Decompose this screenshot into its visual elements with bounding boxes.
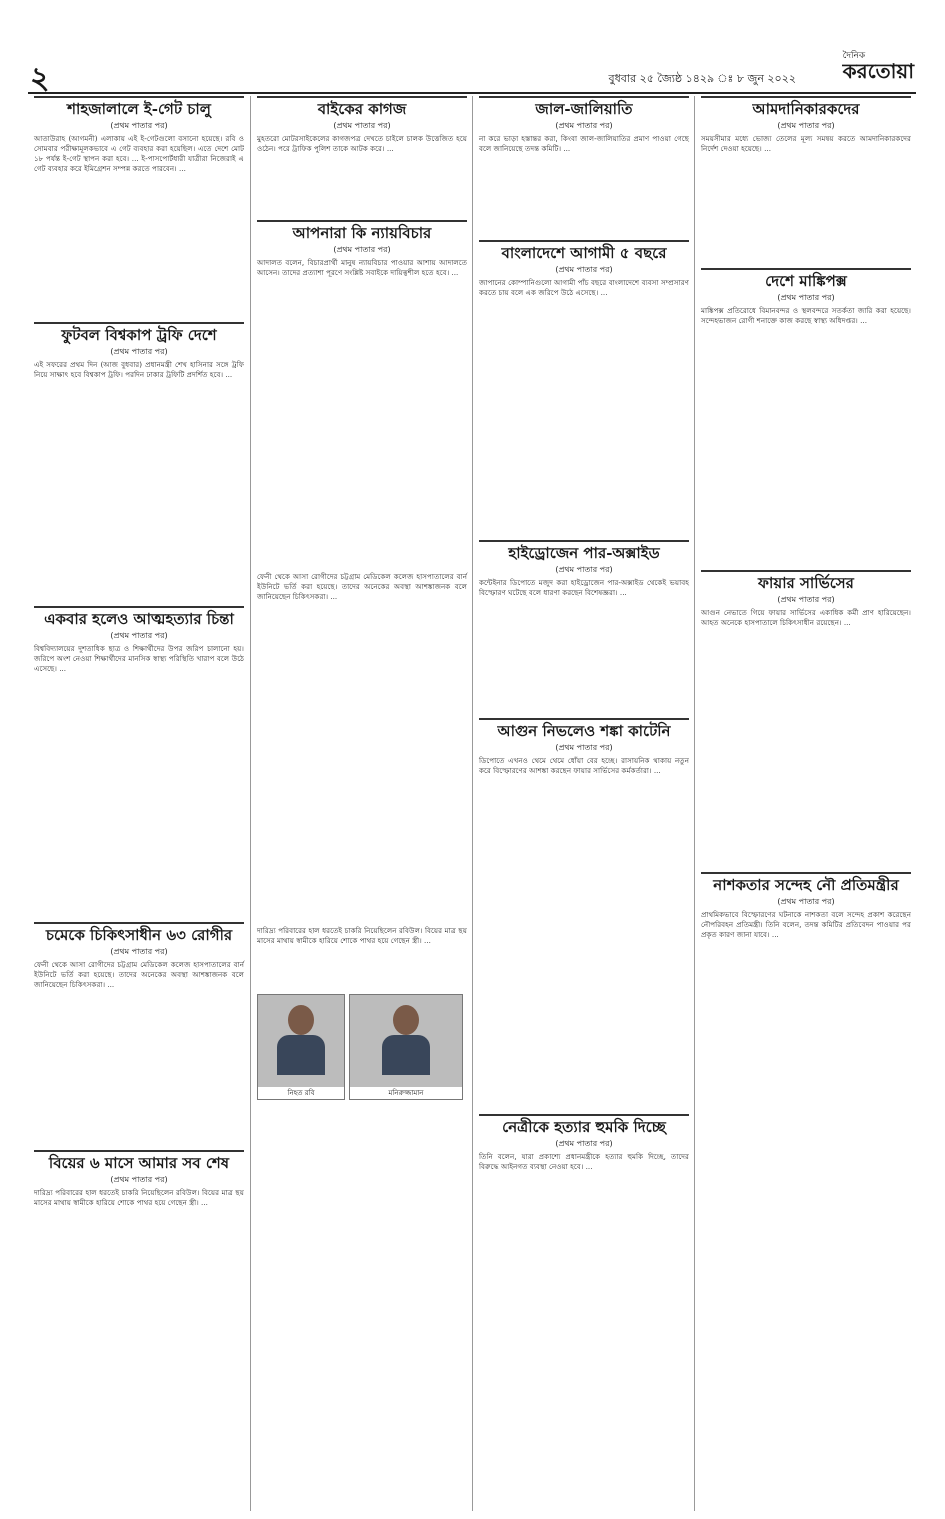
article-body: আগুন নেভাতে গিয়ে ফায়ার সার্ভিসের একাধিক কর্মী প্রাণ হারিয়েছেন। আহত অনেকে হাসপাতালে চিকিৎসাধীন রয়েছেন। ...	[701, 608, 911, 628]
article-fire-fear	[473, 718, 695, 1112]
photo-caption: নিহত রবি	[258, 1087, 344, 1099]
article-body: আদালত বলেন, বিচারপ্রার্থী মানুষ ন্যায়বিচার পাওয়ার আশায় আদালতে আসেন। তাদের প্রত্যাশা পূরণে সংশ্লিষ্ট সবাইকে দায়িত্বশীল হতে হবে। ...	[257, 258, 467, 278]
continuation-note: (প্রথম পাতার পর)	[110, 1175, 168, 1184]
continuation-note: (প্রথম পাতার পর)	[110, 947, 168, 956]
logo-text: করতোয়া	[842, 59, 914, 83]
column-3	[472, 96, 695, 1511]
masthead	[28, 52, 916, 94]
continuation-note: (প্রথম পাতার পর)	[555, 265, 613, 274]
article-body: জাপানের কোম্পানিগুলো আগামী পাঁচ বছরে বাংলাদেশে ব্যবসা সম্প্রসারণ করতে চায় বলে এক জরিপে উঠে এসেছে। ...	[479, 278, 689, 298]
article-fire-service	[695, 570, 917, 870]
headline: বাংলাদেশে আগামী ৫ বছরে	[479, 240, 689, 263]
continuation-note: (প্রথম পাতার পর)	[777, 121, 835, 130]
article-body: মাঙ্কিপক্স প্রতিরোধে বিমানবন্দর ও স্থলবন্দরে সতর্কতা জারি করা হয়েছে। সন্দেহভাজন রোগী শনাক্তে কাজ করছে স্বাস্থ্য অধিদপ্তর। ...	[701, 306, 911, 326]
continuation-note: (প্রথম পাতার পর)	[777, 293, 835, 302]
headline: হাইড্রোজেন পার-অক্সাইড	[479, 540, 689, 563]
photo-victim	[257, 994, 345, 1100]
date-line: বুধবার ২৫ জ্যৈষ্ঠ ১৪২৯ ঃ ৮ জুন ২০২২	[608, 72, 796, 85]
face-shape	[393, 1005, 419, 1035]
headline: একবার হলেও আত্মহত্যার চিন্তা	[34, 606, 244, 629]
continuation-note: (প্রথম পাতার পর)	[110, 121, 168, 130]
headline: চমেকে চিকিৎসাধীন ৬৩ রোগীর	[34, 922, 244, 945]
article-monkeypox	[695, 268, 917, 568]
article-body: দারিদ্র্য পরিবারের হাল ধরতেই চাকরি নিয়েছিলেন রবিউল। বিয়ের মাত্র ছয় মাসের মাথায় স্বামীকে হারিয়ে শোকে পাথর হয়ে গেছেন স্ত্রী। ...	[257, 926, 467, 946]
article-worldcup-trophy	[28, 322, 250, 604]
article-marriage-six-months	[28, 1150, 250, 1511]
headline: বাইকের কাগজ	[257, 96, 467, 119]
article-japan-5years	[473, 240, 695, 538]
photo-person	[349, 994, 463, 1100]
face-shape	[288, 1005, 314, 1035]
continuation-note: (প্রথম পাতার পর)	[555, 743, 613, 752]
headline: আমদানিকারকদের	[701, 96, 911, 119]
headline: শাহজালালে ই-গেট চালু	[34, 96, 244, 119]
article-justice	[251, 220, 473, 570]
column-1	[28, 96, 250, 1511]
article-body: ডিপোতে এখনও থেমে থেমে ধোঁয়া বের হচ্ছে। রাসায়নিক থাকায় নতুন করে বিস্ফোরণের আশঙ্কা করছেন ফায়ার সার্ভিসের কর্মকর্তারা। ...	[479, 756, 689, 776]
continuation-note: (প্রথম পাতার পর)	[555, 1139, 613, 1148]
page-columns	[28, 96, 916, 1511]
article-body: সময়সীমার মধ্যে ভোজ্য তেলের মূল্য সমন্বয় করতে আমদানিকারকদের নির্দেশ দেওয়া হয়েছে। ...	[701, 134, 911, 154]
article-body: আতাউরাহ (আগমনী) এলাকায় এই ই-গেটগুলো বসানো হয়েছে। রবি ও সোমবার পরীক্ষামূলকভাবে এ গেট ব্যবহার করা হয়েছিল। এতে দেশে মোট ১৮ পর্যন্ত ই-গেট স্থাপন করা হবে। ... ই-পাসপোর্টধারী যাত্রীরা নিজেরাই এ গেট ব্যবহার করে ইমিগ্রেশন সম্পন্ন করতে পারবেন। ...	[34, 134, 244, 174]
article-body: ফেনী থেকে আসা রোগীদের চট্টগ্রাম মেডিকেল কলেজ হাসপাতালের বার্ন ইউনিটে ভর্তি করা হয়েছে। তাদের অনেকের অবস্থা আশঙ্কাজনক বলে জানিয়েছেন চিকিৎসকরা। ...	[34, 960, 244, 990]
continuation-note: (প্রথম পাতার পর)	[333, 245, 391, 254]
column-2	[250, 96, 473, 1511]
continuation-note: (প্রথম পাতার পর)	[555, 121, 613, 130]
continuation-note: (প্রথম পাতার পর)	[555, 565, 613, 574]
article-threat	[473, 1114, 695, 1511]
article-body: তিনি বলেন, যারা প্রকাশ্যে প্রধানমন্ত্রীকে হত্যার হুমকি দিচ্ছে, তাদের বিরুদ্ধে আইনগত ব্যবস্থা নেওয়া হবে। ...	[479, 1152, 689, 1172]
newspaper-logo	[843, 52, 914, 81]
article-sabotage	[695, 872, 917, 1511]
article-body: না করে ভাড়া হস্তান্তর করা, কিংবা জাল-জালিয়াতির প্রমাণ পাওয়া গেছে বলে জানিয়েছে তদন্ত কমিটি। ...	[479, 134, 689, 154]
headline: জাল-জালিয়াতি	[479, 96, 689, 119]
article-chomek-patients	[28, 922, 250, 1148]
headline: ফায়ার সার্ভিসের	[701, 570, 911, 593]
continuation-note: (প্রথম পাতার পর)	[110, 347, 168, 356]
headline: আপনারা কি ন্যায়বিচার	[257, 220, 467, 243]
body-shape	[382, 1035, 430, 1075]
article-fraud	[473, 96, 695, 238]
article-body: প্রাথমিকভাবে বিস্ফোরণের ঘটনাকে নাশকতা বলে সন্দেহ প্রকাশ করেছেন নৌপরিবহন প্রতিমন্ত্রী। তিনি বলেন, তদন্ত কমিটির প্রতিবেদন পাওয়ার পর প্রকৃত কারণ জানা যাবে। ...	[701, 910, 911, 940]
headline: নাশকতার সন্দেহ নৌ প্রতিমন্ত্রীর	[701, 872, 911, 895]
photo-caption: মনিরুজ্জামান	[350, 1087, 462, 1099]
column-4	[694, 96, 917, 1511]
headline: দেশে মাঙ্কিপক্স	[701, 268, 911, 291]
logo-small: দৈনিক	[842, 51, 866, 61]
continuation-note: (প্রথম পাতার পর)	[333, 121, 391, 130]
article-body: এই সফরের প্রথম দিন (আজ বুধবার) প্রধানমন্ত্রী শেখ হাসিনার সঙ্গে ট্রফি নিয়ে সাক্ষাৎ হবে বিশ্বকাপ ট্রফি। পরদিন ঢাকার ট্রফিটি প্রদর্শিত হবে। ...	[34, 360, 244, 380]
continuation-note: (প্রথম পাতার পর)	[777, 595, 835, 604]
continuation-note: (প্রথম পাতার পর)	[110, 631, 168, 640]
article-body: ফেনী থেকে আসা রোগীদের চট্টগ্রাম মেডিকেল কলেজ হাসপাতালের বার্ন ইউনিটে ভর্তি করা হয়েছে। তাদের অনেকের অবস্থা আশঙ্কাজনক বলে জানিয়েছেন চিকিৎসকরা। ...	[257, 572, 467, 602]
article-cmc-patients-cont	[251, 572, 473, 924]
headline: বিয়ের ৬ মাসে আমার সব শেষ	[34, 1150, 244, 1173]
headline: নেত্রীকে হত্যার হুমকি দিচ্ছে	[479, 1114, 689, 1137]
article-hydrogen-peroxide	[473, 540, 695, 716]
article-marriage-cont	[251, 926, 473, 1511]
continuation-note: (প্রথম পাতার পর)	[777, 897, 835, 906]
article-body: মুহতরো মোটরসাইকেলের কাগজপত্র দেখতে চাইলে চালক উত্তেজিত হয়ে ওঠেন। পরে ট্রাফিক পুলিশ তাকে আটক করে। ...	[257, 134, 467, 154]
article-importers	[695, 96, 917, 266]
article-egate	[28, 96, 250, 320]
article-body: কন্টেইনার ডিপোতে মজুদ করা হাইড্রোজেন পার-অক্সাইড থেকেই ভয়াবহ বিস্ফোরণ ঘটেছে বলে ধারণা করছেন বিশেষজ্ঞরা। ...	[479, 578, 689, 598]
headline: আগুন নিভলেও শঙ্কা কাটেনি	[479, 718, 689, 741]
article-body: দারিদ্র্য পরিবারের হাল ধরতেই চাকরি নিয়েছিলেন রবিউল। বিয়ের মাত্র ছয় মাসের মাথায় স্বামীকে হারিয়ে শোকে পাথর হয়ে গেছেন স্ত্রী। ...	[34, 1188, 244, 1208]
article-suicide-thought	[28, 606, 250, 920]
article-bike-papers	[251, 96, 473, 218]
page-number: ২	[30, 61, 50, 96]
body-shape	[277, 1035, 325, 1075]
article-body: বিশ্ববিদ্যালয়ের দুশতাধিক ছাত্র ও শিক্ষার্থীদের উপর জরিপ চালানো হয়। জরিপে অংশ নেওয়া শিক্ষার্থীদের মানসিক স্বাস্থ্য পরিস্থিতি খারাপ বলে উঠে এসেছে। ...	[34, 644, 244, 674]
headline: ফুটবল বিশ্বকাপ ট্রফি দেশে	[34, 322, 244, 345]
